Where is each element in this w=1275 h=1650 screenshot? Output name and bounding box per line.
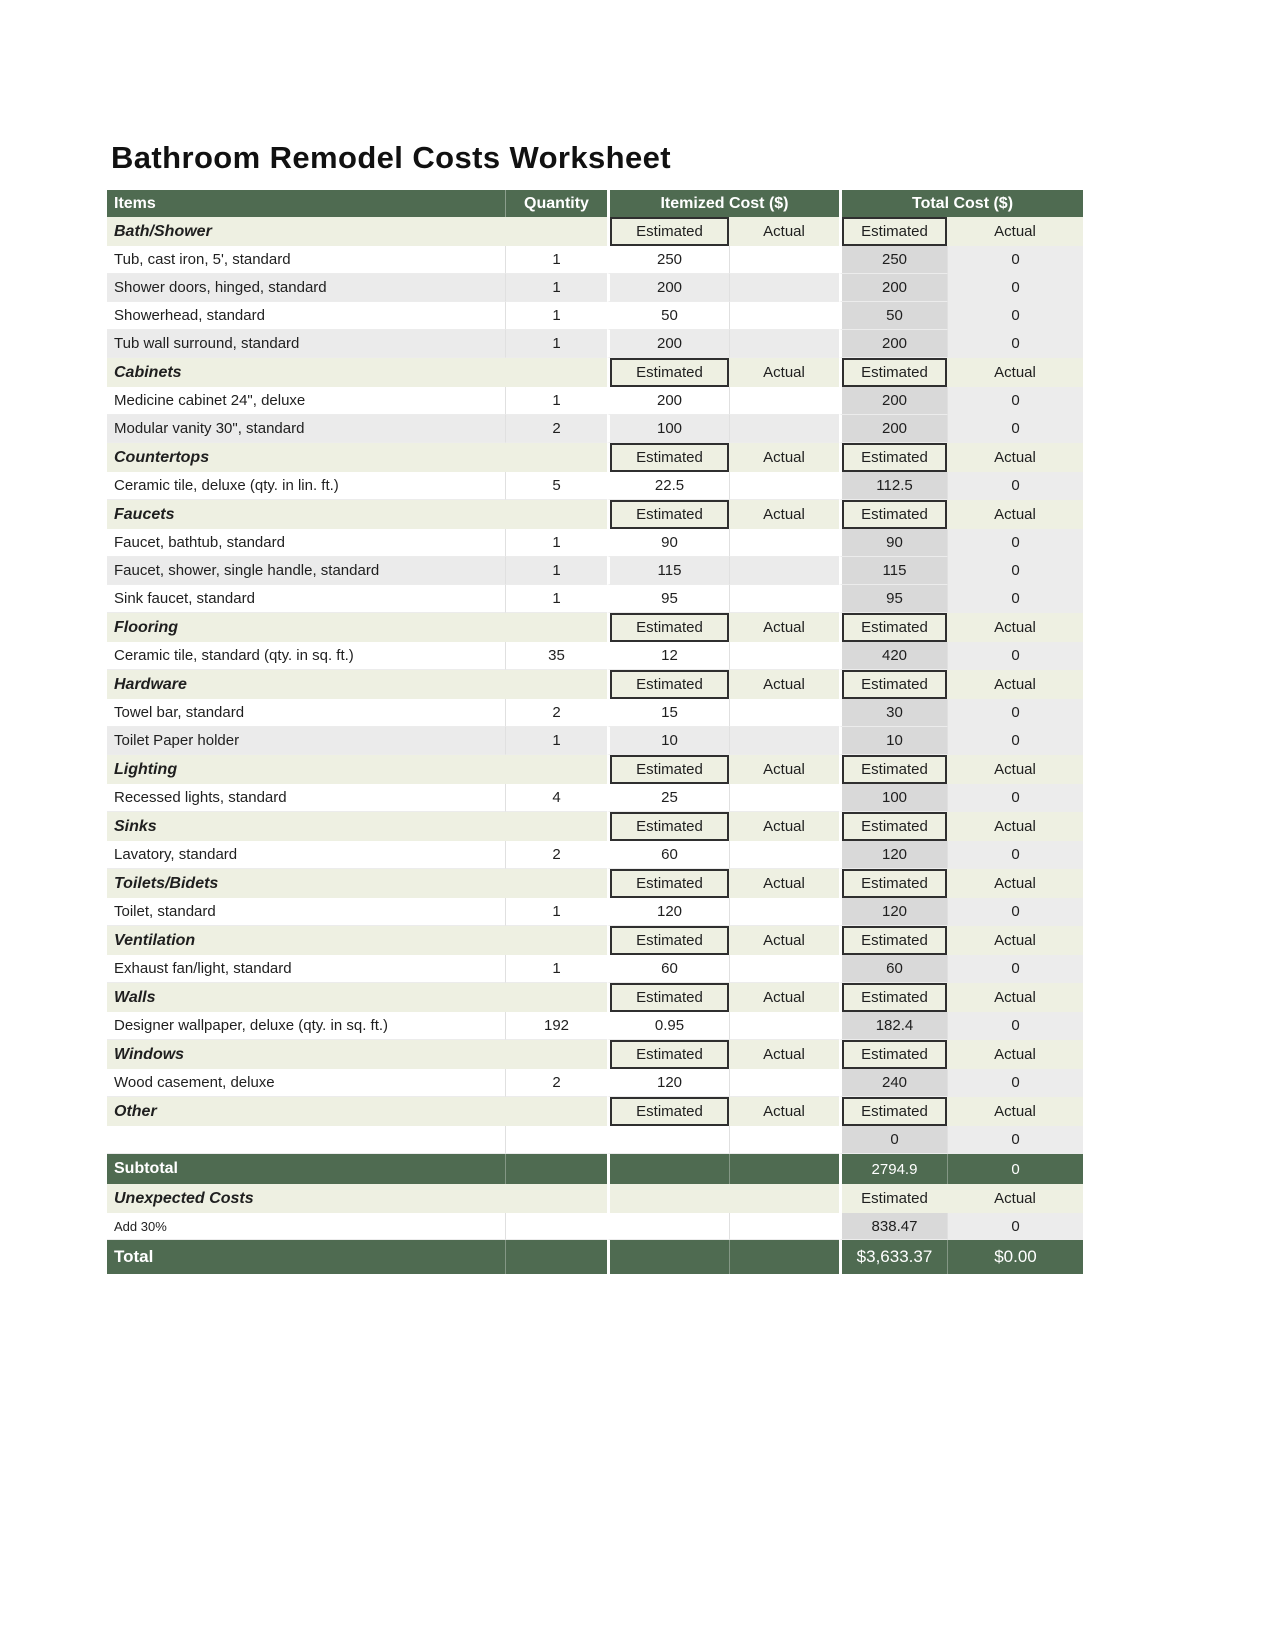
grand-total-actual: $0.00	[947, 1240, 1083, 1274]
item-quantity: 5	[505, 472, 607, 500]
item-name: Designer wallpaper, deluxe (qty. in sq. ft.)	[107, 1012, 505, 1040]
item-name: Recessed lights, standard	[107, 784, 505, 812]
item-row	[107, 302, 1083, 330]
itemized-actual-value	[729, 784, 839, 812]
total-actual-value: 0	[947, 642, 1083, 670]
section-title: Windows	[107, 1040, 607, 1069]
total-itemized-actual-cell	[729, 1240, 839, 1274]
item-quantity: 1	[505, 246, 607, 274]
add-30-percent-row	[107, 1213, 1083, 1240]
total-actual-value: 0	[947, 557, 1083, 585]
unexpected-itemized-spacer	[607, 1184, 729, 1213]
item-row	[107, 274, 1083, 302]
total-actual-label: Actual	[947, 755, 1083, 784]
subtotal-itemized-actual-cell	[729, 1154, 839, 1184]
item-row	[107, 898, 1083, 926]
item-quantity: 1	[505, 529, 607, 557]
item-name: Showerhead, standard	[107, 302, 505, 330]
col-header-items: Items	[107, 190, 505, 217]
total-estimated-label: Estimated	[839, 358, 947, 387]
itemized-actual-label: Actual	[729, 926, 839, 955]
itemized-actual-value	[729, 699, 839, 727]
add-30-itemized-actual-cell	[729, 1213, 839, 1240]
total-row	[107, 1240, 1083, 1274]
add-30-percent-label: Add 30%	[107, 1213, 505, 1240]
total-estimated-value: 90	[839, 529, 947, 557]
section-header-row	[107, 926, 1083, 955]
subtotal-itemized-estimated-cell	[607, 1154, 729, 1184]
total-estimated-value: 10	[839, 727, 947, 755]
item-quantity: 2	[505, 699, 607, 727]
total-actual-value: 0	[947, 274, 1083, 302]
item-name: Modular vanity 30", standard	[107, 415, 505, 443]
total-actual-value: 0	[947, 699, 1083, 727]
item-row	[107, 699, 1083, 727]
unexpected-costs-row	[107, 1184, 1083, 1213]
total-actual-value: 0	[947, 529, 1083, 557]
total-estimated-value: 50	[839, 302, 947, 330]
subtotal-total-estimated: 2794.9	[839, 1154, 947, 1184]
item-name: Faucet, shower, single handle, standard	[107, 557, 505, 585]
unexpected-costs-title: Unexpected Costs	[107, 1184, 607, 1213]
item-row	[107, 727, 1083, 755]
add-30-quantity-cell	[505, 1213, 607, 1240]
itemized-actual-value	[729, 246, 839, 274]
item-quantity: 2	[505, 841, 607, 869]
itemized-estimated-value: 50	[607, 302, 729, 330]
itemized-actual-label: Actual	[729, 1040, 839, 1069]
item-quantity	[505, 1126, 607, 1154]
itemized-estimated-label: Estimated	[607, 500, 729, 529]
total-estimated-value: 200	[839, 415, 947, 443]
total-actual-value: 0	[947, 330, 1083, 358]
item-name: Wood casement, deluxe	[107, 1069, 505, 1097]
total-estimated-label: Estimated	[839, 500, 947, 529]
total-actual-value: 0	[947, 1126, 1083, 1154]
total-estimated-label: Estimated	[839, 812, 947, 841]
add-30-total-actual: 0	[947, 1213, 1083, 1240]
total-actual-label: Actual	[947, 1184, 1083, 1213]
itemized-actual-value	[729, 302, 839, 330]
subtotal-row	[107, 1154, 1083, 1184]
total-actual-value: 0	[947, 472, 1083, 500]
total-estimated-label: Estimated	[839, 443, 947, 472]
itemized-actual-label: Actual	[729, 613, 839, 642]
item-quantity: 1	[505, 727, 607, 755]
total-estimated-value: 30	[839, 699, 947, 727]
total-actual-label: Actual	[947, 443, 1083, 472]
total-estimated-value: 95	[839, 585, 947, 613]
table-header-row	[107, 190, 1083, 217]
page-title: Bathroom Remodel Costs Worksheet	[111, 140, 671, 175]
item-quantity: 1	[505, 955, 607, 983]
total-actual-value: 0	[947, 841, 1083, 869]
total-estimated-label: Estimated	[839, 926, 947, 955]
itemized-estimated-label: Estimated	[607, 1097, 729, 1126]
itemized-estimated-label: Estimated	[607, 1040, 729, 1069]
section-header-row	[107, 983, 1083, 1012]
item-row	[107, 1012, 1083, 1040]
cost-table	[107, 190, 1083, 1274]
item-quantity: 1	[505, 898, 607, 926]
itemized-actual-value	[729, 1126, 839, 1154]
total-actual-label: Actual	[947, 358, 1083, 387]
item-name: Faucet, bathtub, standard	[107, 529, 505, 557]
unexpected-itemized-spacer	[729, 1184, 839, 1213]
subtotal-quantity-cell	[505, 1154, 607, 1184]
itemized-actual-label: Actual	[729, 983, 839, 1012]
itemized-estimated-label: Estimated	[607, 869, 729, 898]
section-title: Bath/Shower	[107, 217, 607, 246]
itemized-actual-value	[729, 472, 839, 500]
total-estimated-label: Estimated	[839, 1097, 947, 1126]
item-row	[107, 841, 1083, 869]
section-header-row	[107, 755, 1083, 784]
itemized-estimated-label: Estimated	[607, 983, 729, 1012]
itemized-estimated-value: 200	[607, 330, 729, 358]
itemized-actual-label: Actual	[729, 812, 839, 841]
section-header-row	[107, 217, 1083, 246]
item-name: Towel bar, standard	[107, 699, 505, 727]
total-estimated-value: 200	[839, 330, 947, 358]
item-quantity: 1	[505, 557, 607, 585]
itemized-estimated-label: Estimated	[607, 217, 729, 246]
item-name: Tub wall surround, standard	[107, 330, 505, 358]
section-header-row	[107, 812, 1083, 841]
itemized-actual-value	[729, 415, 839, 443]
total-actual-label: Actual	[947, 983, 1083, 1012]
item-quantity: 1	[505, 274, 607, 302]
total-actual-value: 0	[947, 1012, 1083, 1040]
total-estimated-value: 112.5	[839, 472, 947, 500]
item-name: Exhaust fan/light, standard	[107, 955, 505, 983]
item-name	[107, 1126, 505, 1154]
item-name: Tub, cast iron, 5', standard	[107, 246, 505, 274]
item-quantity: 35	[505, 642, 607, 670]
item-row	[107, 557, 1083, 585]
item-name: Ceramic tile, standard (qty. in sq. ft.)	[107, 642, 505, 670]
itemized-estimated-value: 115	[607, 557, 729, 585]
itemized-estimated-value: 15	[607, 699, 729, 727]
total-estimated-label: Estimated	[839, 869, 947, 898]
section-title: Sinks	[107, 812, 607, 841]
total-estimated-value: 120	[839, 841, 947, 869]
item-quantity: 192	[505, 1012, 607, 1040]
item-quantity: 4	[505, 784, 607, 812]
item-quantity: 2	[505, 1069, 607, 1097]
section-header-row	[107, 1097, 1083, 1126]
itemized-actual-value	[729, 1069, 839, 1097]
total-estimated-value: 120	[839, 898, 947, 926]
itemized-estimated-value: 95	[607, 585, 729, 613]
col-header-quantity: Quantity	[505, 190, 607, 217]
section-header-row	[107, 500, 1083, 529]
item-row	[107, 330, 1083, 358]
item-row	[107, 529, 1083, 557]
itemized-actual-value	[729, 557, 839, 585]
itemized-estimated-label: Estimated	[607, 613, 729, 642]
total-actual-label: Actual	[947, 500, 1083, 529]
itemized-actual-value	[729, 585, 839, 613]
item-row	[107, 246, 1083, 274]
total-actual-label: Actual	[947, 1097, 1083, 1126]
itemized-estimated-label: Estimated	[607, 755, 729, 784]
itemized-actual-value	[729, 1012, 839, 1040]
item-name: Medicine cabinet 24", deluxe	[107, 387, 505, 415]
section-title: Countertops	[107, 443, 607, 472]
itemized-estimated-value: 120	[607, 1069, 729, 1097]
itemized-actual-value	[729, 955, 839, 983]
total-estimated-value: 100	[839, 784, 947, 812]
itemized-estimated-value: 120	[607, 898, 729, 926]
add-30-total-estimated: 838.47	[839, 1213, 947, 1240]
itemized-actual-value	[729, 898, 839, 926]
total-actual-label: Actual	[947, 812, 1083, 841]
item-row	[107, 1069, 1083, 1097]
itemized-actual-value	[729, 387, 839, 415]
item-quantity: 1	[505, 330, 607, 358]
total-actual-label: Actual	[947, 869, 1083, 898]
subtotal-total-actual: 0	[947, 1154, 1083, 1184]
itemized-actual-value	[729, 330, 839, 358]
itemized-actual-label: Actual	[729, 500, 839, 529]
total-actual-value: 0	[947, 302, 1083, 330]
itemized-estimated-value: 60	[607, 955, 729, 983]
itemized-estimated-value: 12	[607, 642, 729, 670]
total-estimated-label: Estimated	[839, 670, 947, 699]
itemized-estimated-value	[607, 1126, 729, 1154]
total-estimated-value: 182.4	[839, 1012, 947, 1040]
item-quantity: 1	[505, 302, 607, 330]
itemized-actual-value	[729, 274, 839, 302]
section-header-row	[107, 670, 1083, 699]
itemized-estimated-value: 250	[607, 246, 729, 274]
itemized-actual-value	[729, 529, 839, 557]
table-body	[107, 217, 1083, 1274]
total-estimated-label: Estimated	[839, 613, 947, 642]
total-actual-label: Actual	[947, 1040, 1083, 1069]
total-estimated-value: 200	[839, 387, 947, 415]
total-estimated-value: 420	[839, 642, 947, 670]
total-actual-value: 0	[947, 1069, 1083, 1097]
section-header-row	[107, 358, 1083, 387]
section-title: Cabinets	[107, 358, 607, 387]
total-actual-label: Actual	[947, 613, 1083, 642]
total-actual-label: Actual	[947, 670, 1083, 699]
item-name: Lavatory, standard	[107, 841, 505, 869]
itemized-actual-value	[729, 727, 839, 755]
item-name: Toilet, standard	[107, 898, 505, 926]
total-label: Total	[107, 1240, 505, 1274]
total-estimated-label: Estimated	[839, 1184, 947, 1213]
item-row	[107, 585, 1083, 613]
grand-total-estimated: $3,633.37	[839, 1240, 947, 1274]
itemized-actual-value	[729, 642, 839, 670]
itemized-actual-value	[729, 841, 839, 869]
total-estimated-value: 250	[839, 246, 947, 274]
item-row	[107, 955, 1083, 983]
itemized-estimated-value: 25	[607, 784, 729, 812]
section-header-row	[107, 1040, 1083, 1069]
itemized-estimated-label: Estimated	[607, 670, 729, 699]
total-estimated-label: Estimated	[839, 1040, 947, 1069]
total-actual-value: 0	[947, 898, 1083, 926]
col-header-total-cost: Total Cost ($)	[839, 190, 1083, 217]
total-actual-value: 0	[947, 387, 1083, 415]
itemized-actual-label: Actual	[729, 1097, 839, 1126]
itemized-estimated-value: 100	[607, 415, 729, 443]
item-name: Toilet Paper holder	[107, 727, 505, 755]
itemized-estimated-label: Estimated	[607, 358, 729, 387]
item-name: Sink faucet, standard	[107, 585, 505, 613]
section-title: Other	[107, 1097, 607, 1126]
item-row	[107, 415, 1083, 443]
total-actual-value: 0	[947, 727, 1083, 755]
item-row	[107, 642, 1083, 670]
total-quantity-cell	[505, 1240, 607, 1274]
section-title: Faucets	[107, 500, 607, 529]
itemized-estimated-value: 10	[607, 727, 729, 755]
itemized-estimated-label: Estimated	[607, 926, 729, 955]
itemized-estimated-value: 0.95	[607, 1012, 729, 1040]
total-estimated-label: Estimated	[839, 217, 947, 246]
item-row	[107, 472, 1083, 500]
subtotal-label: Subtotal	[107, 1154, 505, 1184]
itemized-actual-label: Actual	[729, 358, 839, 387]
section-title: Toilets/Bidets	[107, 869, 607, 898]
total-actual-value: 0	[947, 585, 1083, 613]
total-estimated-value: 200	[839, 274, 947, 302]
total-estimated-label: Estimated	[839, 983, 947, 1012]
total-actual-value: 0	[947, 246, 1083, 274]
itemized-estimated-label: Estimated	[607, 812, 729, 841]
item-quantity: 1	[505, 387, 607, 415]
itemized-estimated-value: 22.5	[607, 472, 729, 500]
item-row	[107, 387, 1083, 415]
item-name: Ceramic tile, deluxe (qty. in lin. ft.)	[107, 472, 505, 500]
total-actual-value: 0	[947, 955, 1083, 983]
total-actual-label: Actual	[947, 926, 1083, 955]
itemized-estimated-label: Estimated	[607, 443, 729, 472]
section-title: Flooring	[107, 613, 607, 642]
total-estimated-label: Estimated	[839, 755, 947, 784]
item-quantity: 1	[505, 585, 607, 613]
item-name: Shower doors, hinged, standard	[107, 274, 505, 302]
section-header-row	[107, 613, 1083, 642]
item-row	[107, 1126, 1083, 1154]
item-row	[107, 784, 1083, 812]
section-header-row	[107, 869, 1083, 898]
itemized-estimated-value: 200	[607, 274, 729, 302]
itemized-actual-label: Actual	[729, 869, 839, 898]
itemized-actual-label: Actual	[729, 755, 839, 784]
total-itemized-estimated-cell	[607, 1240, 729, 1274]
total-estimated-value: 240	[839, 1069, 947, 1097]
section-title: Walls	[107, 983, 607, 1012]
section-title: Lighting	[107, 755, 607, 784]
section-title: Hardware	[107, 670, 607, 699]
section-header-row	[107, 443, 1083, 472]
item-quantity: 2	[505, 415, 607, 443]
itemized-estimated-value: 60	[607, 841, 729, 869]
itemized-actual-label: Actual	[729, 670, 839, 699]
total-estimated-value: 115	[839, 557, 947, 585]
col-header-itemized-cost: Itemized Cost ($)	[607, 190, 839, 217]
total-actual-value: 0	[947, 784, 1083, 812]
total-actual-value: 0	[947, 415, 1083, 443]
itemized-estimated-value: 200	[607, 387, 729, 415]
total-estimated-value: 0	[839, 1126, 947, 1154]
itemized-estimated-value: 90	[607, 529, 729, 557]
total-actual-label: Actual	[947, 217, 1083, 246]
total-estimated-value: 60	[839, 955, 947, 983]
itemized-actual-label: Actual	[729, 217, 839, 246]
add-30-itemized-estimated-cell	[607, 1213, 729, 1240]
section-title: Ventilation	[107, 926, 607, 955]
itemized-actual-label: Actual	[729, 443, 839, 472]
